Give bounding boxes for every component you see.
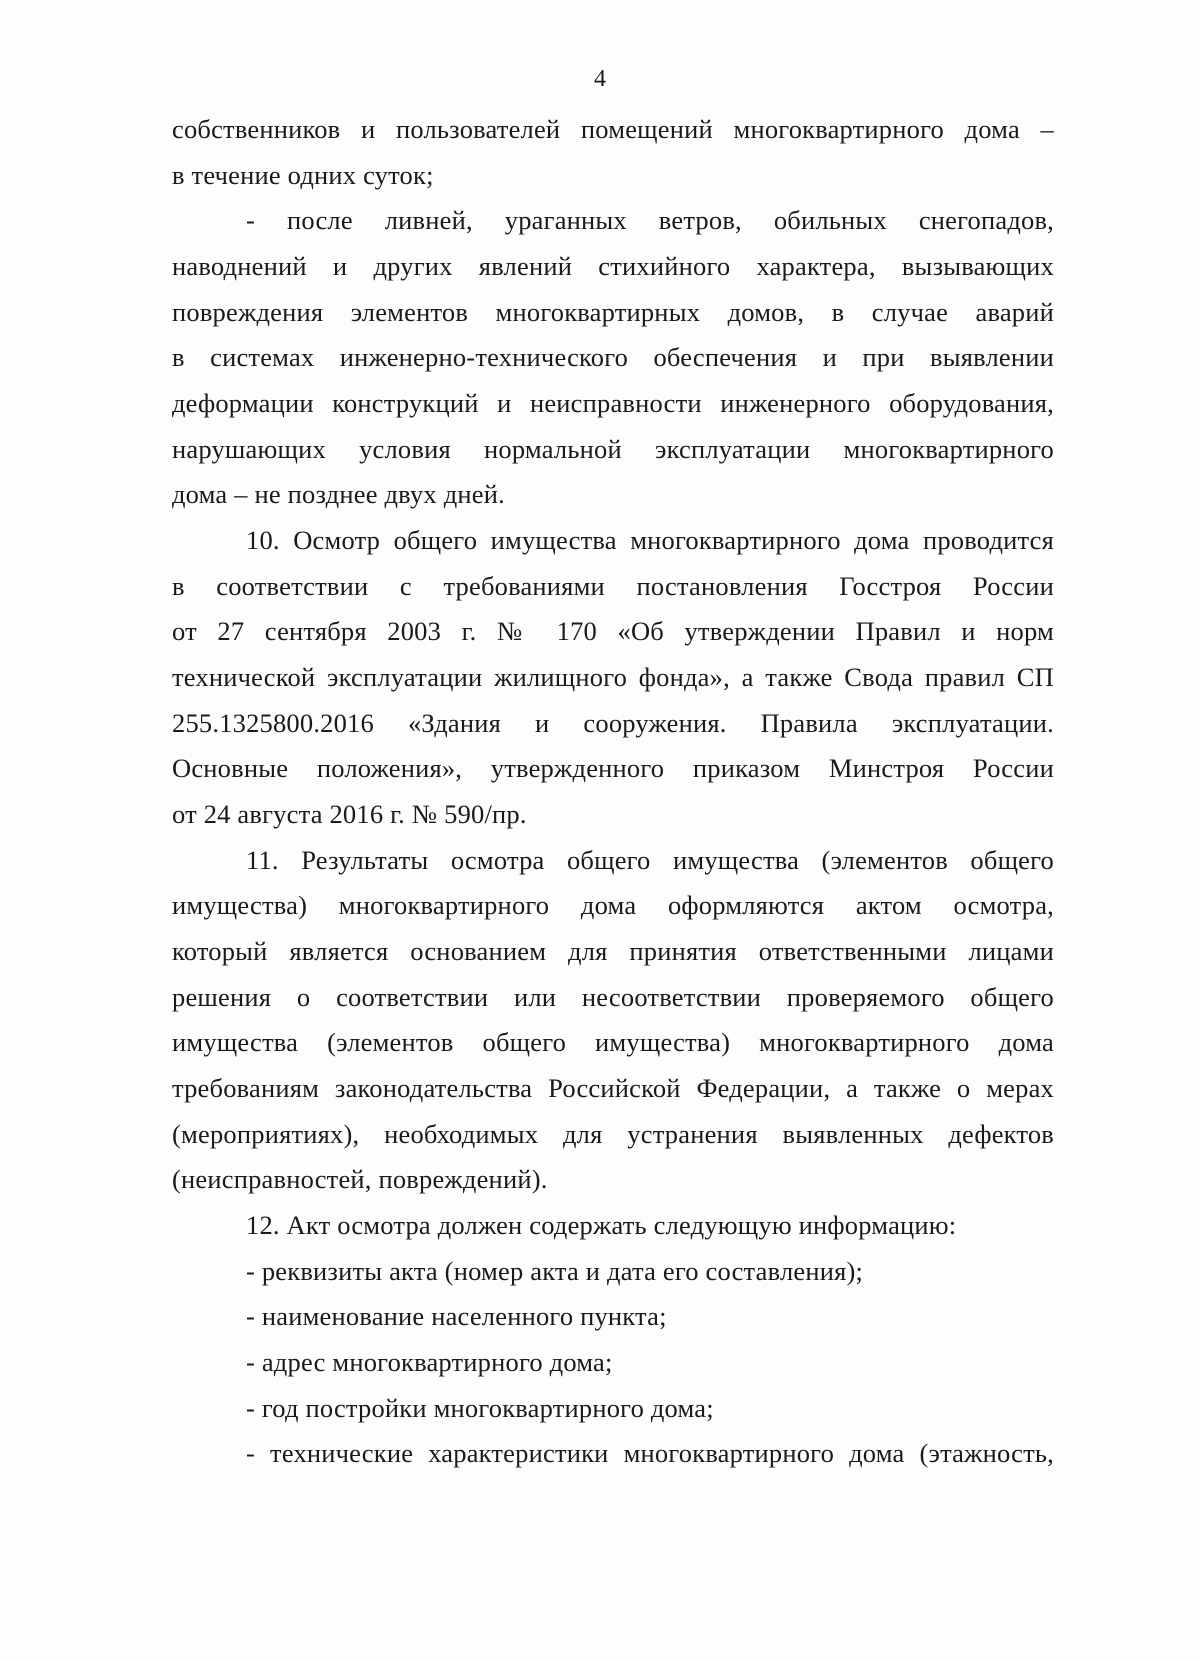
text-line: от 24 августа 2016 г. № 590/пр. [172,799,527,829]
text-line: 255.1325800.2016 «Здания и сооружения. Правила эксплуатации. [172,708,1054,738]
text-line: дома – не позднее двух дней. [172,479,505,509]
text-line: собственников и пользователей помещений многоквартирного дома – [172,114,1054,144]
text-line: нарушающих условия нормальной эксплуатации многоквартирного [172,434,1054,464]
text-line: наводнений и других явлений стихийного характера, вызывающих [172,251,1054,281]
text-line: - после ливней, ураганных ветров, обильных снегопадов, [246,205,1054,235]
text-line: деформации конструкций и неисправности инженерного оборудования, [172,388,1054,418]
text-line: имущества (элементов общего имущества) многоквартирного дома [172,1027,1054,1057]
text-line: (мероприятиях), необходимых для устранения выявленных дефектов [172,1119,1054,1149]
text-line: имущества) многоквартирного дома оформляются актом осмотра, [172,890,1054,920]
list-item: - технические характеристики многоквартирного дома (этажность, [246,1438,1054,1468]
paragraph-10-first-line: 10. Осмотр общего имущества многоквартирного дома проводится [246,525,1054,555]
text-line: повреждения элементов многоквартирных домов, в случае аварий [172,297,1054,327]
paragraph-11-first-line: 11. Результаты осмотра общего имущества (элементов общего [246,845,1054,875]
text-line: решения о соответствии или несоответствии проверяемого общего [172,982,1054,1012]
text-line: от 27 сентября 2003 г. № 170 «Об утверждении Правил и норм [172,616,1054,646]
text-line: который является основанием для принятия ответственными лицами [172,936,1054,966]
text-line: требованиям законодательства Российской Федерации, а также о мерах [172,1073,1054,1103]
page-number: 4 [594,66,606,92]
text-line: Основные положения», утвержденного приказом Минстроя России [172,753,1054,783]
list-item: - адрес многоквартирного дома; [246,1347,613,1377]
list-item: - год постройки многоквартирного дома; [246,1393,714,1423]
text-line: в течение одних суток; [172,160,434,190]
text-line: в системах инженерно-технического обеспечения и при выявлении [172,342,1054,372]
text-line: в соответствии с требованиями постановления Госстроя России [172,571,1054,601]
text-line: технической эксплуатации жилищного фонда», а также Свода правил СП [172,662,1054,692]
paragraph-12-first-line: 12. Акт осмотра должен содержать следующую информацию: [246,1210,957,1240]
text-line: (неисправностей, повреждений). [172,1164,548,1194]
list-item: - наименование населенного пункта; [246,1301,667,1331]
list-item: - реквизиты акта (номер акта и дата его составления); [246,1256,864,1286]
